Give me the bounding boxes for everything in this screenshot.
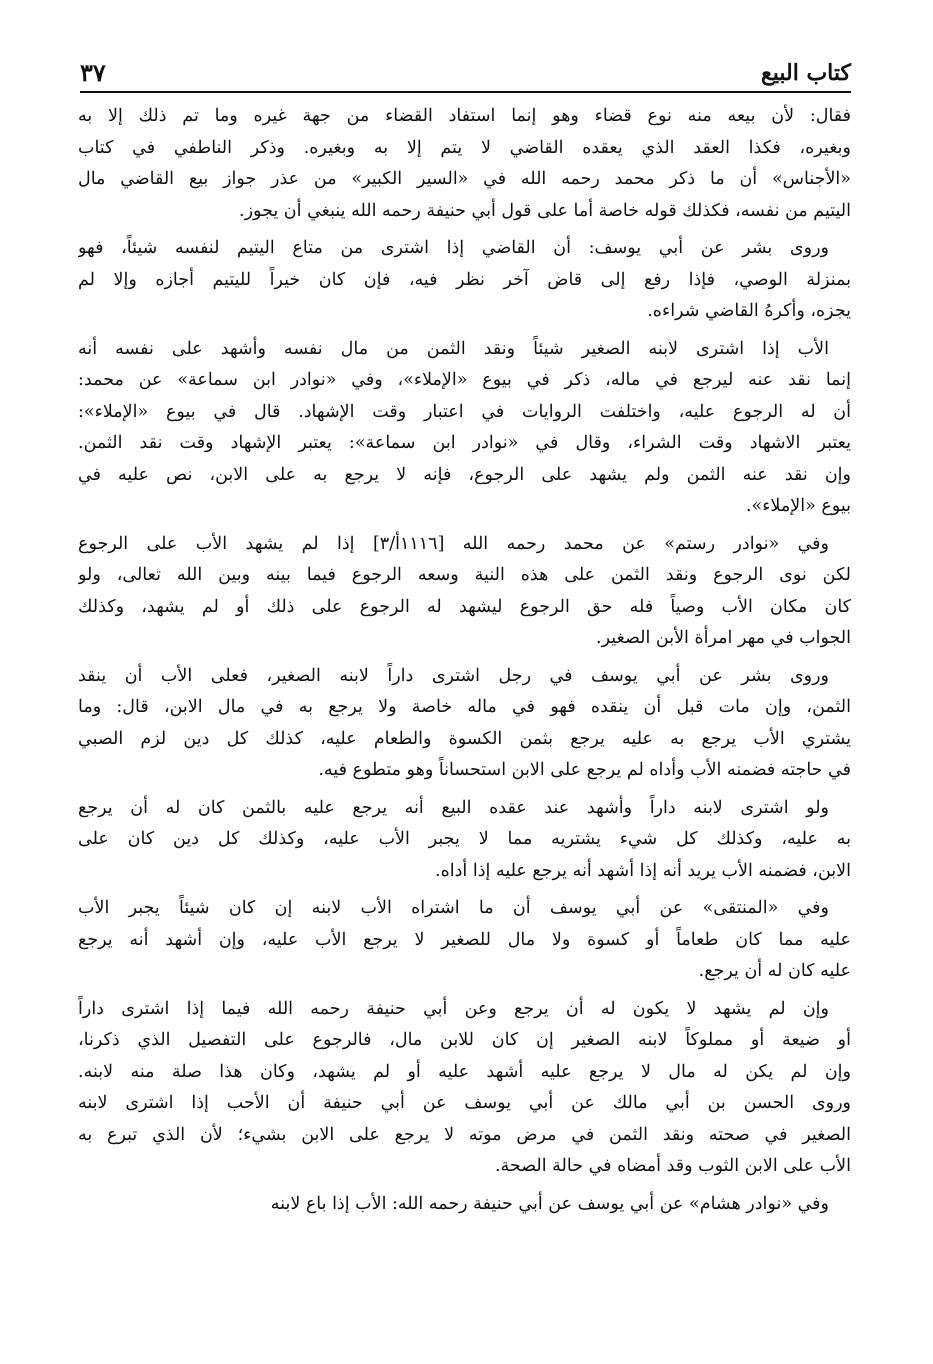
text-line: بيوع «الإملاء». [745,496,851,516]
text-line: لكن نوى الرجوع ونقد الثمن على هذه النية وسعه الرجوع فيما بينه وبين الله تعالى، ولو [78,565,851,585]
paragraph [78,994,851,1183]
paragraph [78,1189,851,1221]
text-line: عليه كان له أن يرجع. [698,961,851,981]
text-line: وإن لم يشهد لا يكون له أن يرجع وعن أبي حنيفة رحمه الله فيما إذا اشترى داراً [78,998,829,1019]
text-line: بمنزلة الوصي، فإذا رفع إلى قاض آخر نظر فيه، فإن كان خيراً لليتيم أجازه وإلا لم [78,269,851,290]
text-line: اليتيم من نفسه، فكذلك قوله خاصة أما على قول أبي حنيفة رحمه الله ينبغي أن يجوز. [239,200,851,221]
paragraph [78,793,851,888]
paragraph [78,893,851,988]
text-line: الصغير في صحته ونقد الثمن في مرض موته لا يرجع على الابن بشيء؛ لأن الذي تبرع به [78,1124,851,1145]
text-line: الثمن، وإن مات قبل أن ينقده فهو في ماله خاصة ولا يرجع به في مال الابن، قال: وما [78,697,851,717]
text-line: به عليه، وكذلك كل شيء يشتريه مما لا يجبر الأب عليه، وكذلك كل دين كان على [78,829,851,849]
book-title: كتاب البيع [761,60,851,86]
page-header [80,40,851,88]
text-line: يشتري الأب يرجع به عليه يرجع بثمن الكسوة والطعام عليه، كذلك كل دين لزم الصبي [78,728,851,749]
text-line: وبغيره، فكذا العقد الذي يعقده القاضي لا يتم إلا به وبغيره. وذكر الناطفي في كتاب [78,137,851,158]
text-line: عليه مما كان طعاماً أو كسوة ولا مال للصغير لا يرجع الأب عليه، وإن أشهد أنه يرجع [78,929,851,950]
text-line: في حاجته فضمنه الأب وأداه لم يرجع على الابن استحساناً وهو متطوع فيه. [318,760,851,780]
text-line: يعتبر الاشهاد وقت الشراء، وقال في «نوادر ابن سماعة»: يعتبر الإشهاد وقت نقد الثمن. [78,433,851,453]
text-line: «الأجناس» أن ما ذكر محمد رحمه الله في «السير الكبير» من عذر جواز بيع القاضي مال [78,169,851,189]
text-line: الأب على الابن الثوب وقد أمضاه في حالة الصحة. [494,1156,851,1176]
paragraph [78,661,851,787]
text-line: إنما نقد عنه ليرجع في ماله، ذكر في بيوع «الإملاء»، وفي «نوادر ابن سماعة» عن محمد: [78,370,851,390]
text-line: وفي «المنتقى» عن أبي يوسف أن ما اشتراه الأب لابنه إن كان شيئاً يجبر الأب [78,898,829,918]
paragraph [78,529,851,655]
text-line: وفي «نوادر رستم» عن محمد رحمه الله [١١١٦أ/٣] إذا لم يشهد الأب على الرجوع [78,533,829,554]
text-line: ولو اشترى لابنه داراً وأشهد عند عقده البيع أنه يرجع عليه بالثمن كان له أن يرجع [78,797,829,818]
text-line: الأب إذا اشترى لابنه الصغير شيئاً ونقد الثمن من مال نفسه وأشهد على نفسه أنه [78,338,829,359]
page-body [78,101,851,1226]
text-line: يجزه، وأكرهُ القاضي شراءه. [647,301,851,321]
text-line: الجواب في مهر امرأة الأبن الصغير. [596,628,851,648]
page-number: ٣٧ [80,58,106,87]
text-line: وروى بشر عن أبي يوسف: أن القاضي إذا اشترى من متاع اليتيم لنفسه شيئاً، فهو [78,238,829,258]
text-line: فقال: لأن بيعه منه نوع قضاء وهو إنما استفاد القضاء من جهة غيره وما تم ذلك إلا به [78,106,851,126]
text-line: أو ضيعة أو مملوكاً لابنه الصغير إن كان للابن مال، فالرجوع على التفصيل الذي ذكرنا، [78,1030,851,1050]
text-line: وروى بشر عن أبي يوسف في رجل اشترى داراً لابنه الصغير، فعلى الأب أن ينقد [78,665,829,686]
paragraph [78,334,851,523]
text-line: وإن لم يكن له مال لا يرجع عليه أشهد عليه أو لم يشهد، وكان هذا صلة منه لابنه. [78,1061,851,1082]
header-rule [80,91,851,93]
text-line: الابن، فضمنه الأب يريد أنه إذا أشهد أنه يرجع عليه إذا أداه. [435,860,851,881]
text-line: وإن نقد عنه الثمن ولم يشهد على الرجوع، فإنه لا يرجع به على الابن، نص عليه في [78,464,851,485]
paragraph [78,233,851,328]
text-line: وروى الحسن بن أبي مالك عن أبي يوسف عن أبي حنيفة أن الأحب إذا اشترى لابنه [78,1093,851,1113]
text-line: كان مكان الأب وصياً فله حق الرجوع ليشهد له الرجوع على ذلك أو لم يشهد، وكذلك [78,596,851,617]
text-line: وفي «نوادر هشام» عن أبي يوسف عن أبي حنيفة رحمه الله: الأب إذا باع لابنه [270,1193,829,1214]
text-line: أن له الرجوع عليه، واختلفت الروايات في اعتبار وقت الإشهاد. قال في بيوع «الإملاء»: [78,401,851,422]
paragraph [78,101,851,227]
